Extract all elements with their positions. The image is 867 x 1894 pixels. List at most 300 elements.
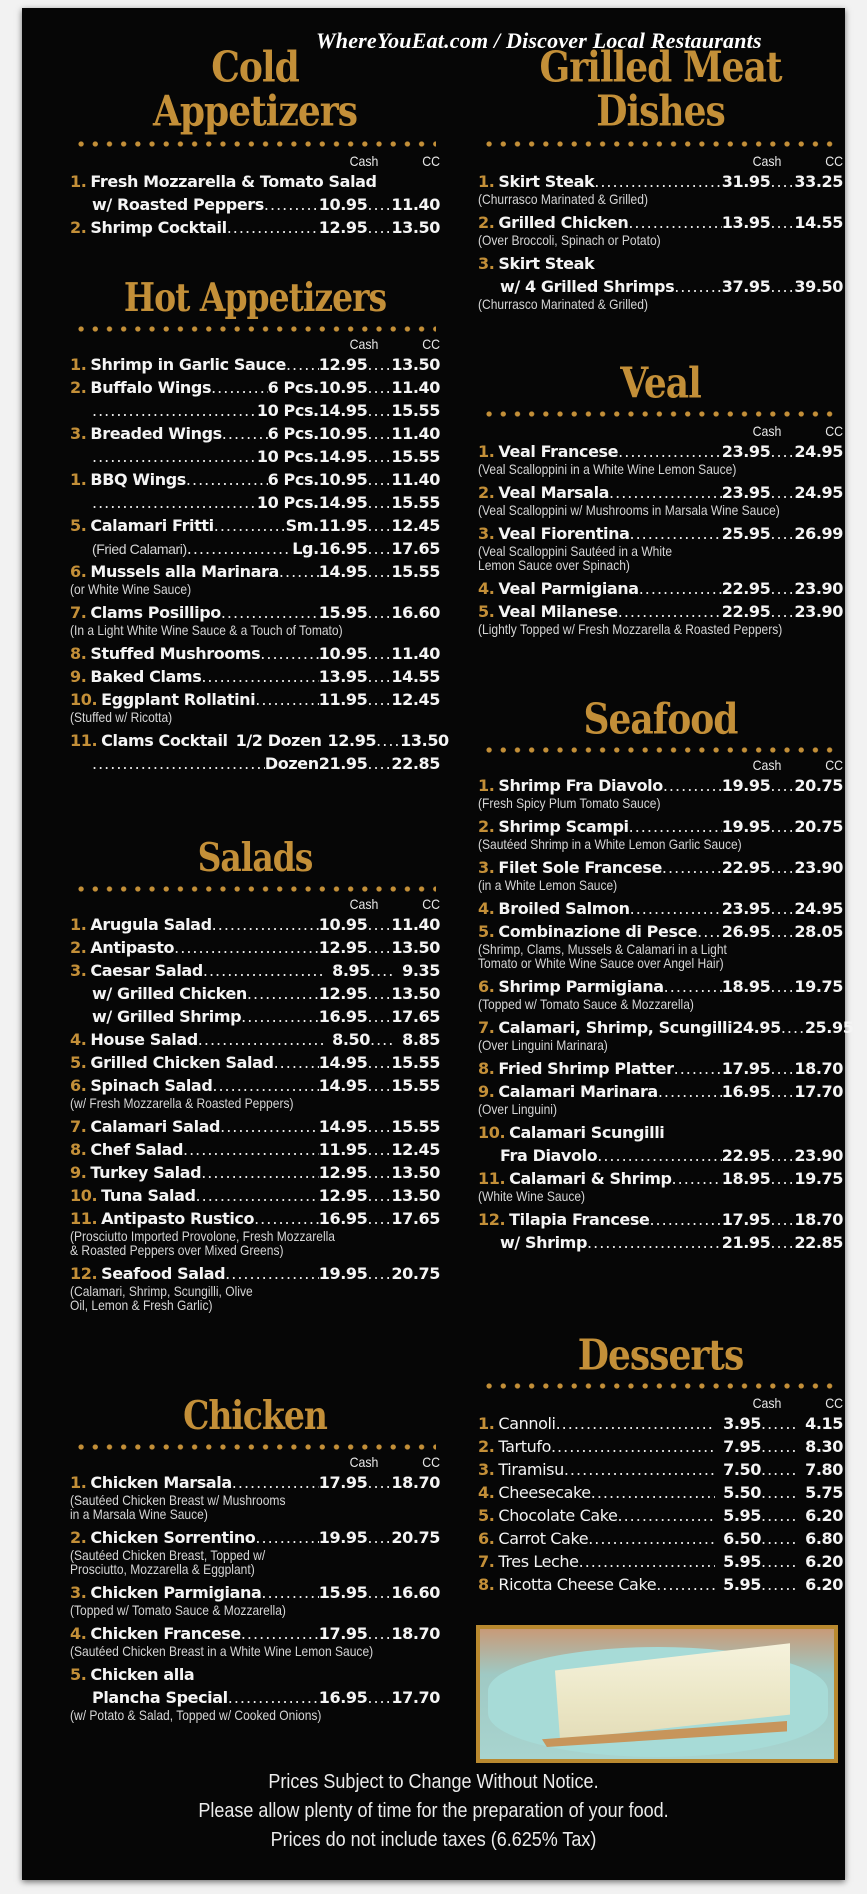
cash-price: 8.50 [332, 1030, 370, 1049]
footer-line-preparation: Please allow plenty of time for the preparation of your food. [198, 1800, 669, 1822]
item-number: 6. [478, 1529, 495, 1548]
item-name: Fried Shrimp Platter [498, 1059, 674, 1078]
section-salads [70, 834, 440, 1317]
item-name: Clams Posillipo [90, 603, 221, 622]
item-name: Tartufo [498, 1437, 551, 1456]
leader-dots [254, 1207, 319, 1230]
section-grilled-meat [478, 42, 843, 316]
leader-dots [367, 399, 391, 422]
leader-dots [591, 1481, 715, 1504]
leader-dots [174, 936, 319, 959]
cc-price: 24.95 [794, 442, 843, 461]
cash-price: 5.95 [723, 1506, 761, 1525]
cash-price: 14.95 [318, 562, 368, 581]
cc-price: 14.55 [391, 667, 440, 686]
item-name: Stuffed Mushrooms [90, 644, 261, 663]
item-name: Calamari Marinara [498, 1082, 658, 1101]
leader-dots [367, 665, 391, 688]
cc-price: 6.80 [805, 1529, 843, 1548]
leader-dots [770, 975, 794, 998]
item-number: 9. [70, 667, 87, 686]
item-name: Chicken Sorrentino [90, 1528, 256, 1547]
leader-dots [367, 1115, 391, 1138]
menu-item [478, 1435, 843, 1458]
item-number: 8. [478, 1575, 495, 1594]
leader-dots [241, 1622, 319, 1645]
menu-item [70, 514, 440, 537]
leader-dots [770, 170, 794, 193]
portion-size: 10 Pcs. [256, 493, 319, 512]
cc-price: 23.90 [794, 1146, 843, 1165]
leader-dots [367, 913, 391, 936]
leader-dots [761, 1573, 797, 1596]
item-number: 12. [478, 1210, 506, 1229]
price-header [522, 422, 843, 440]
leader-dots [225, 1262, 319, 1285]
item-number: 4. [478, 579, 495, 598]
item-name: Veal Francese [498, 442, 619, 461]
leader-dots [761, 1435, 797, 1458]
cash-header: Cash [349, 896, 379, 912]
leader-dots [618, 440, 722, 463]
item-number: 5. [70, 1665, 87, 1684]
item-number: 10. [70, 690, 98, 709]
item-number: 3. [478, 524, 495, 543]
menu-item [478, 815, 843, 838]
cash-price: 16.95 [318, 1688, 368, 1707]
cash-price: 22.95 [721, 602, 771, 621]
item-description: (Churrasco Marinated & Grilled) [478, 191, 648, 207]
leader-dots [663, 774, 722, 797]
item-number: 1. [478, 172, 495, 191]
cash-price: 21.95 [318, 754, 368, 773]
cc-price: 13.50 [391, 1163, 440, 1182]
item-number: 3. [70, 1583, 87, 1602]
leader-dots [630, 897, 722, 920]
item-number: 3. [70, 424, 87, 443]
leader-dots [674, 275, 722, 298]
leader-dots [629, 815, 722, 838]
cash-price: 11.95 [318, 690, 368, 709]
menu-item-line [478, 1231, 843, 1254]
item-description: (Shrimp, Clams, Mussels & Calamari in a Light [478, 941, 727, 957]
dotted-divider [482, 1382, 839, 1390]
item-description: (Churrasco Marinated & Grilled) [478, 296, 648, 312]
cc-price: 4.15 [805, 1414, 843, 1433]
menu-item [478, 1550, 843, 1573]
item-number: 3. [478, 254, 495, 273]
leader-dots [674, 1057, 722, 1080]
leader-dots [212, 1074, 318, 1097]
cc-price: 12.45 [391, 1140, 440, 1159]
menu-item [70, 1138, 440, 1161]
cc-price: 39.50 [794, 277, 843, 296]
cc-price: 13.50 [400, 731, 449, 750]
item-description: (Topped w/ Tomato Sauce & Mozzarella) [70, 1602, 286, 1618]
leader-dots [770, 897, 794, 920]
leader-dots [279, 560, 319, 583]
item-name: Calamari Fritti [90, 516, 214, 535]
item-number: 4. [70, 1030, 87, 1049]
menu-item [478, 1057, 843, 1080]
cash-price: 14.95 [318, 401, 368, 420]
leader-dots [672, 1167, 722, 1190]
dotted-divider [74, 325, 436, 333]
leader-dots [367, 514, 391, 537]
cc-price: 11.40 [391, 470, 440, 489]
section-title: Appetizers [152, 86, 358, 137]
item-name: Plancha Special [92, 1688, 228, 1707]
item-name: Chicken Marsala [90, 1473, 232, 1492]
item-description: (Fried Calamari) [92, 541, 187, 557]
item-description: (Sautéed Chicken Breast in a White Wine Lemon Sauce) [70, 1643, 374, 1659]
leader-dots [212, 913, 319, 936]
cc-price: 9.35 [402, 961, 440, 980]
leader-dots [255, 688, 319, 711]
cc-price: 20.75 [391, 1528, 440, 1547]
leader-dots [556, 1412, 715, 1435]
leader-dots [211, 376, 268, 399]
cash-price: 24.95 [732, 1018, 781, 1037]
cc-price: 13.50 [391, 355, 440, 374]
item-name: Veal Marsala [498, 483, 610, 502]
leader-dots [367, 1161, 391, 1184]
item-name: Calamari, Shrimp, Scungilli [498, 1018, 733, 1037]
cc-price: 13.50 [391, 938, 440, 957]
leader-dots [367, 1622, 391, 1645]
cc-price: 25.95 [804, 1018, 854, 1037]
section-title: Salads [197, 834, 313, 881]
cc-price: 6.20 [805, 1506, 843, 1525]
cash-price: 14.95 [318, 447, 368, 466]
cc-price: 19.75 [794, 977, 843, 996]
menu-item [70, 1581, 440, 1604]
menu-item [70, 216, 440, 239]
price-header [114, 895, 440, 913]
cc-price: 13.50 [391, 218, 440, 237]
cc-price: 15.55 [391, 1053, 440, 1072]
item-number: 2. [70, 938, 87, 957]
cc-price: 17.65 [391, 1209, 440, 1228]
leader-dots [367, 1262, 391, 1285]
leader-dots [367, 1074, 391, 1097]
cc-price: 16.60 [391, 1583, 440, 1602]
cash-price: 11.95 [318, 516, 368, 535]
item-description: (in a White Lemon Sauce) [478, 877, 618, 893]
item-name: Tiramisu [498, 1460, 564, 1479]
leader-dots [367, 422, 391, 445]
price-header [114, 1453, 440, 1471]
leader-dots [770, 1167, 794, 1190]
cash-price: 16.95 [318, 1007, 368, 1026]
item-name: Turkey Salad [90, 1163, 202, 1182]
leader-dots [618, 600, 722, 623]
leader-dots [761, 1458, 797, 1481]
dotted-divider [74, 1443, 436, 1451]
item-description: Prosciutto, Mozzarella & Eggplant) [70, 1561, 255, 1577]
item-description: Tomato or White Wine Sauce over Angel Hair) [478, 955, 724, 971]
leader-dots [367, 1207, 391, 1230]
section-seafood [478, 694, 854, 1254]
item-name: Calamari & Shrimp [509, 1169, 672, 1188]
cash-price: 16.95 [318, 1209, 368, 1228]
dotted-divider [482, 746, 839, 754]
cash-price: 17.95 [318, 1473, 368, 1492]
item-description: & Roasted Peppers over Mixed Greens) [70, 1242, 284, 1258]
item-name: Cannoli [498, 1414, 556, 1433]
leader-dots [761, 1481, 797, 1504]
item-number: 7. [70, 1117, 87, 1136]
menu-item [70, 729, 449, 752]
menu-item [478, 1167, 843, 1190]
cash-price: 12.95 [318, 1163, 368, 1182]
item-number: 4. [70, 1624, 87, 1643]
leader-dots [227, 216, 319, 239]
leader-dots [761, 1412, 797, 1435]
item-number: 11. [70, 1209, 98, 1228]
menu-item-line [70, 752, 440, 775]
item-name: Spinach Salad [90, 1076, 213, 1095]
cash-price: 5.95 [723, 1575, 761, 1594]
cash-price: 21.95 [721, 1233, 771, 1252]
leader-dots [761, 1527, 797, 1550]
leader-dots [367, 1526, 391, 1549]
cc-header: CC [422, 336, 440, 352]
item-name: Veal Milanese [498, 602, 618, 621]
cash-price: 23.95 [721, 442, 771, 461]
cash-price: 22.95 [721, 858, 771, 877]
cash-price: 5.95 [723, 1552, 761, 1571]
leader-dots [220, 1115, 319, 1138]
leader-dots [770, 1057, 794, 1080]
cc-price: 15.55 [391, 447, 440, 466]
portion-size: 6 Pcs. [267, 424, 319, 443]
cc-price: 22.85 [391, 754, 440, 773]
item-name: Filet Sole Francese [498, 858, 662, 877]
leader-dots [370, 959, 394, 982]
item-name: Chicken Parmigiana [90, 1583, 262, 1602]
cc-price: 20.75 [391, 1264, 440, 1283]
cc-price: 11.40 [391, 195, 440, 214]
item-name: Breaded Wings [90, 424, 222, 443]
section-title: Dishes [596, 86, 725, 137]
menu-item [70, 1051, 440, 1074]
menu-item [478, 1016, 854, 1039]
cash-price: 10.95 [318, 424, 368, 443]
item-description: (Over Linguini) [478, 1101, 557, 1117]
leader-dots [551, 1435, 715, 1458]
menu-item [70, 1622, 440, 1645]
cash-header: Cash [752, 153, 782, 169]
cc-price: 11.40 [391, 424, 440, 443]
leader-dots [247, 982, 319, 1005]
leader-dots [367, 752, 391, 775]
menu-item [478, 1121, 843, 1144]
item-number: 2. [478, 817, 495, 836]
leader-dots [367, 560, 391, 583]
leader-dots [376, 729, 400, 752]
leader-dots [367, 1005, 391, 1028]
leader-dots [367, 468, 391, 491]
item-description: (Sautéed Chicken Breast, Topped w/ [70, 1547, 266, 1563]
leader-dots [587, 1231, 722, 1254]
cash-price: 12.95 [318, 355, 368, 374]
cash-price: 22.95 [721, 1146, 771, 1165]
leader-dots [367, 1471, 391, 1494]
item-name: Calamari Salad [90, 1117, 221, 1136]
item-number: 1. [70, 1473, 87, 1492]
leader-dots [697, 920, 722, 943]
item-name: Cheesecake [498, 1483, 591, 1502]
item-name: Fresh Mozzarella & Tomato Salad [90, 172, 377, 191]
price-header [522, 1394, 843, 1412]
cash-header: Cash [752, 757, 782, 773]
leader-dots [770, 522, 794, 545]
leader-dots [367, 1051, 391, 1074]
menu-item [70, 1184, 440, 1207]
cc-price: 12.45 [391, 690, 440, 709]
leader-dots [662, 856, 722, 879]
menu-item-line [70, 399, 440, 422]
leader-dots [761, 1504, 797, 1527]
cc-price: 22.85 [794, 1233, 843, 1252]
cc-price: 16.60 [391, 603, 440, 622]
leader-dots [367, 601, 391, 624]
portion-size: Sm. [285, 516, 319, 535]
cash-price: 23.95 [721, 483, 771, 502]
item-name: Shrimp Cocktail [90, 218, 227, 237]
cc-header: CC [422, 896, 440, 912]
cash-price: 10.95 [318, 915, 368, 934]
leader-dots [201, 1161, 319, 1184]
cash-price: 37.95 [721, 277, 771, 296]
item-name: w/ Grilled Shrimp [92, 1007, 242, 1026]
cc-price: 6.20 [805, 1575, 843, 1594]
item-name: Shrimp Fra Diavolo [498, 776, 663, 795]
cc-price: 11.40 [391, 915, 440, 934]
item-number: 5. [70, 1053, 87, 1072]
leader-dots [187, 537, 292, 560]
item-description: (Over Linguini Marinara) [478, 1037, 608, 1053]
item-number: 12. [70, 1264, 98, 1283]
cc-price: 5.75 [805, 1483, 843, 1502]
section-desserts [478, 1330, 843, 1596]
menu-item [478, 897, 843, 920]
menu-item [70, 959, 440, 982]
cc-price: 23.90 [794, 579, 843, 598]
cash-price: 10.95 [318, 378, 368, 397]
item-number: 2. [70, 1528, 87, 1547]
cc-price: 13.50 [391, 1186, 440, 1205]
leader-dots [92, 491, 257, 514]
cash-price: 10.95 [318, 195, 368, 214]
menu-item [478, 211, 843, 234]
item-description: (Over Broccoli, Spinach or Potato) [478, 232, 661, 248]
section-title: Hot Appetizers [123, 274, 387, 321]
cc-price: 8.30 [805, 1437, 843, 1456]
item-number: 1. [478, 442, 495, 461]
leader-dots [770, 856, 794, 879]
cc-header: CC [825, 153, 843, 169]
item-number: 4. [478, 899, 495, 918]
menu-item [478, 522, 843, 545]
cash-price: 12.95 [318, 1186, 368, 1205]
item-name: Clams Cocktail [101, 731, 228, 750]
item-name: w/ Roasted Peppers [92, 195, 264, 214]
item-description: (Sautéed Shrimp in a White Lemon Garlic Sauce) [478, 836, 742, 852]
leader-dots [260, 642, 318, 665]
cash-price: 12.95 [318, 938, 368, 957]
menu-item [478, 1080, 843, 1103]
price-header [522, 152, 843, 170]
footer-notice [63, 1768, 804, 1855]
section-title: Grilled Meat [539, 42, 782, 93]
leader-dots [579, 1550, 715, 1573]
menu-item [478, 440, 843, 463]
item-number: 8. [70, 644, 87, 663]
cc-price: 26.99 [794, 524, 843, 543]
cc-header: CC [422, 1454, 440, 1470]
menu-item [70, 688, 440, 711]
portion-size: 10 Pcs. [256, 401, 319, 420]
portion-size: 6 Pcs. [267, 470, 319, 489]
cc-header: CC [825, 423, 843, 439]
item-description: (Stuffed w/ Ricotta) [70, 709, 173, 725]
item-name: Broiled Salmon [498, 899, 630, 918]
section-title: Chicken [183, 1392, 327, 1439]
section-hot-appetizers [70, 274, 449, 775]
cc-header: CC [825, 757, 843, 773]
item-name: Fra Diavolo [500, 1146, 598, 1165]
item-number: 3. [478, 858, 495, 877]
item-name: Antipasto Rustico [101, 1209, 255, 1228]
cash-header: Cash [349, 336, 379, 352]
cash-price: 14.95 [318, 493, 368, 512]
cc-price: 17.70 [391, 1688, 440, 1707]
leader-dots [367, 353, 391, 376]
cc-price: 18.70 [794, 1210, 843, 1229]
portion-size: 10 Pcs. [256, 447, 319, 466]
cc-price: 15.55 [391, 562, 440, 581]
leader-dots [770, 211, 794, 234]
leader-dots [594, 170, 722, 193]
menu-item [478, 856, 843, 879]
menu-item [70, 560, 440, 583]
leader-dots [367, 688, 391, 711]
item-name: Skirt Steak [498, 172, 595, 191]
leader-dots [658, 1080, 722, 1103]
section-cold-appetizers [70, 42, 440, 239]
cash-price: 19.95 [318, 1528, 368, 1547]
item-description: (or White Wine Sauce) [70, 581, 192, 597]
menu-item [70, 170, 440, 193]
leader-dots [261, 1581, 318, 1604]
menu-item [70, 1161, 440, 1184]
menu-item [478, 1573, 843, 1596]
item-name: Combinazione di Pesce [498, 922, 698, 941]
cash-header: Cash [752, 1395, 782, 1411]
cash-price: 3.95 [723, 1414, 761, 1433]
cash-price: 12.95 [327, 731, 377, 750]
leader-dots [617, 1504, 715, 1527]
item-number: 2. [478, 213, 495, 232]
menu-item [70, 1262, 440, 1285]
item-name: Eggplant Rollatini [101, 690, 256, 709]
menu-item [70, 1074, 440, 1097]
item-description: (Prosciutto Imported Provolone, Fresh Mozzarella [70, 1228, 335, 1244]
cc-price: 33.25 [794, 172, 843, 191]
leader-dots [232, 1471, 319, 1494]
